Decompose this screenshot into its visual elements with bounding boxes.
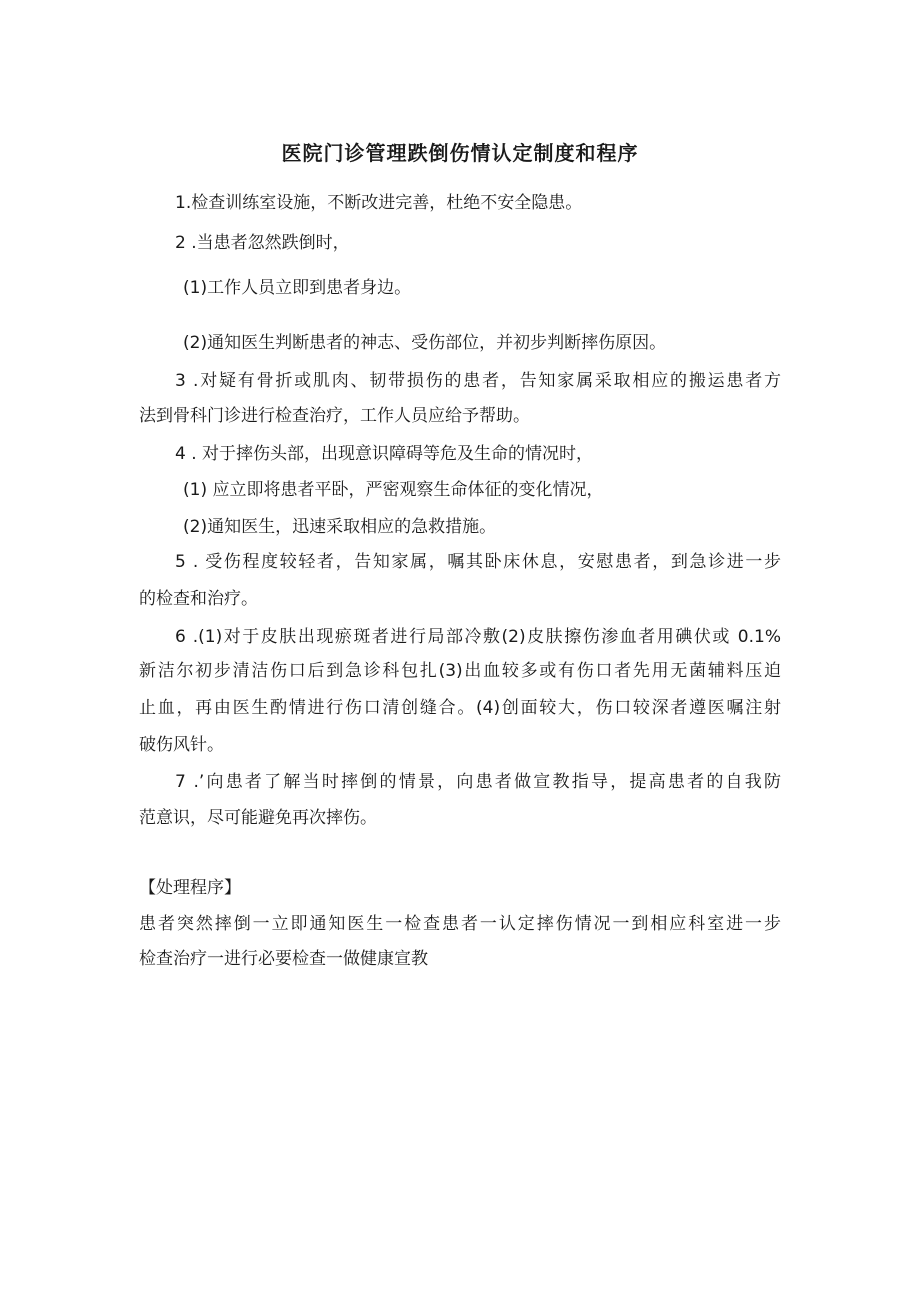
paragraph-line: 法到骨科门诊进行检查治疗，工作人员应给予帮助。	[139, 406, 530, 426]
paragraph-line: 1.检查训练室设施，不断改进完善，杜绝不安全隐患。	[175, 193, 583, 213]
procedure-line: 患者突然摔倒一立即通知医生一检查患者一认定摔伤情况一到相应科室进一步	[139, 914, 781, 934]
paragraph-line: (1) 应立即将患者平卧，严密观察生命体征的变化情况，	[183, 480, 604, 500]
paragraph-line: 破伤风针。	[139, 735, 224, 755]
paragraph-line: (2)通知医生，迅速采取相应的急救措施。	[183, 517, 497, 537]
paragraph-line: 7 .’向患者了解当时摔倒的情景，向患者做宣教指导，提高患者的自我防	[175, 772, 781, 792]
paragraph-line: 6 .(1)对于皮肤出现瘀斑者进行局部冷敷(2)皮肤擦伤渗血者用碘伏或 0.1%	[175, 627, 781, 647]
procedure-heading: 【处理程序】	[139, 878, 241, 898]
paragraph-line: 5 . 受伤程度较轻者，告知家属，嘱其卧床休息，安慰患者，到急诊进一步	[175, 552, 781, 572]
paragraph-line: 新洁尔初步清洁伤口后到急诊科包扎(3)出血较多或有伤口者先用无菌辅料压迫	[139, 661, 781, 681]
paragraph-line: 4 . 对于摔伤头部，出现意识障碍等危及生命的情况时，	[175, 444, 594, 464]
procedure-line: 检查治疗一进行必要检查一做健康宣教	[139, 949, 428, 969]
paragraph-line: 3 .对疑有骨折或肌肉、韧带损伤的患者，告知家属采取相应的搬运患者方	[175, 371, 781, 391]
paragraph-line: 2 .当患者忽然跌倒时，	[175, 233, 350, 253]
paragraph-line: 止血，再由医生酌情进行伤口清创缝合。(4)创面较大，伤口较深者遵医嘱注射	[139, 698, 781, 718]
paragraph-line: (1)工作人员立即到患者身边。	[183, 278, 412, 298]
paragraph-line: 的检查和治疗。	[139, 589, 258, 609]
document-title: 医院门诊管理跌倒伤情认定制度和程序	[281, 141, 639, 165]
paragraph-line: 范意识，尽可能避免再次摔伤。	[139, 808, 377, 828]
paragraph-line: (2)通知医生判断患者的神志、受伤部位，并初步判断摔伤原因。	[183, 333, 667, 353]
